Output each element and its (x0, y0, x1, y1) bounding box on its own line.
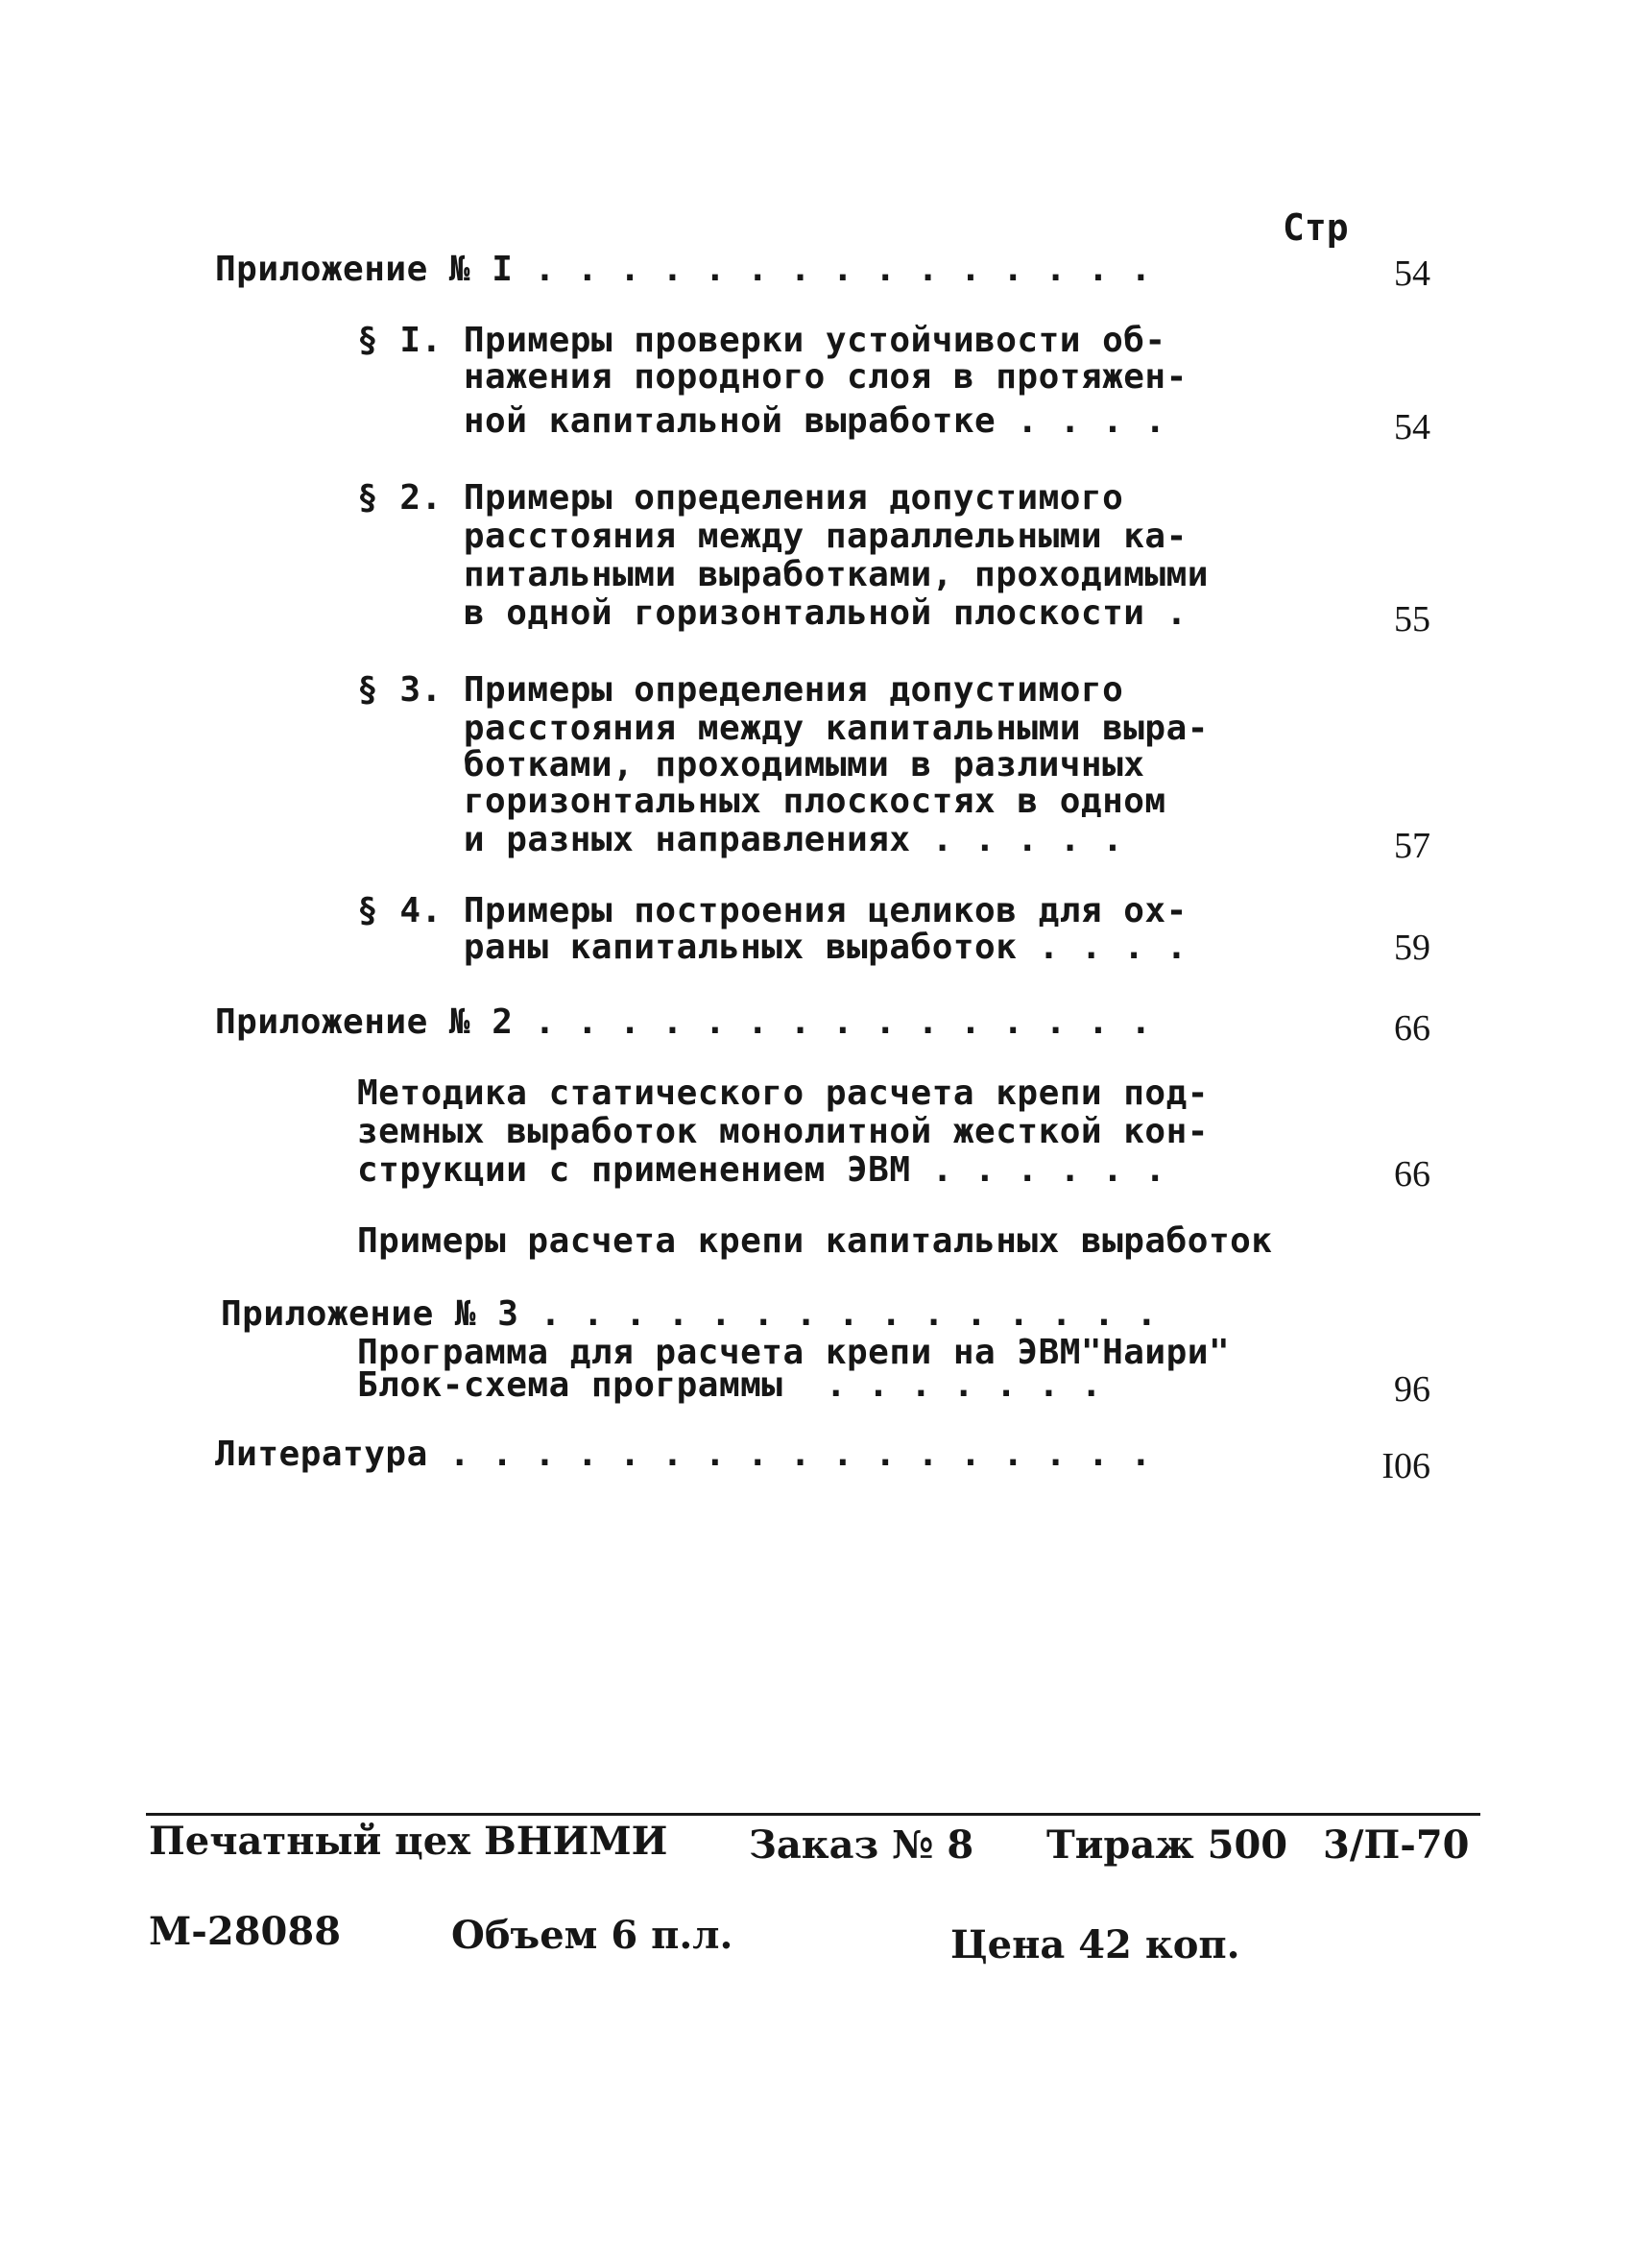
imprint-price: Цена 42 коп. (950, 1922, 1240, 1967)
toc-appendix-3-line-2: Блок-схема программы . . . . . . . (357, 1365, 1103, 1405)
toc-section-3-line-5: и разных направлениях . . . . . (357, 820, 1124, 859)
toc-appendix-3-page: 96 (1394, 1369, 1430, 1410)
toc-method-line-2: земных выработок монолитной жесткой кон- (357, 1112, 1209, 1151)
toc-section-1-page: 54 (1394, 407, 1430, 447)
imprint-code: 3/П-70 (1323, 1822, 1470, 1868)
toc-method-line-1: Методика статического расчета крепи под- (357, 1074, 1209, 1113)
toc-section-2-line-2: расстояния между параллельными ка- (357, 517, 1188, 556)
toc-appendix-3-line-1: Программа для расчета крепи на ЭВМ"Наири" (357, 1333, 1231, 1372)
toc-section-2-line-3: питальными выработками, проходимыми (357, 555, 1209, 594)
toc-appendix-1-page: 54 (1394, 253, 1430, 294)
toc-appendix-3: Приложение № 3 . . . . . . . . . . . . . . . (221, 1294, 1158, 1334)
toc-section-4-line-1: § 4. Примеры построения целиков для ох- (357, 891, 1188, 930)
toc-section-3-line-2: расстояния между капитальными выра- (357, 709, 1209, 748)
toc-section-1-line-2: нажения породного слоя в протяжен- (357, 357, 1188, 397)
toc-literature: Литература . . . . . . . . . . . . . . . . . (215, 1435, 1152, 1474)
toc-method-line-3: струкции с применением ЭВМ . . . . . . (357, 1150, 1166, 1190)
toc-section-1-line-1: § I. Примеры проверки устойчивости об- (357, 321, 1166, 360)
toc-section-3-line-3: ботками, проходимыми в различных (357, 745, 1145, 784)
toc-section-2-page: 55 (1394, 599, 1430, 639)
toc-appendix-2-page: 66 (1394, 1008, 1430, 1049)
toc-section-2-line-1: § 2. Примеры определения допустимого (357, 478, 1124, 518)
imprint-order: Заказ № 8 (749, 1822, 974, 1868)
imprint-id: М-28088 (149, 1909, 342, 1954)
toc-section-2-line-4: в одной горизонтальной плоскости . (357, 593, 1188, 633)
toc-section-3-line-4: горизонтальных плоскостях в одном (357, 782, 1166, 821)
toc-section-3-page: 57 (1394, 826, 1430, 866)
toc-literature-page: I06 (1381, 1446, 1430, 1486)
toc-section-1-line-3: ной капитальной выработке . . . . (357, 401, 1166, 441)
toc-appendix-2: Приложение № 2 . . . . . . . . . . . . . . . (215, 1002, 1152, 1042)
toc-section-3-line-1: § 3. Примеры определения допустимого (357, 670, 1124, 710)
page-column-header: Стр (1283, 206, 1349, 249)
toc-appendix-1: Приложение № I . . . . . . . . . . . . . . . (215, 250, 1152, 289)
toc-section-4-line-2: раны капитальных выработок . . . . (357, 928, 1188, 967)
toc-section-4-page: 59 (1394, 928, 1430, 968)
imprint-volume: Объем 6 п.л. (451, 1913, 733, 1958)
imprint-shop: Печатный цех ВНИМИ (149, 1819, 668, 1864)
imprint-run: Тираж 500 (1046, 1822, 1288, 1868)
imprint-divider (146, 1813, 1480, 1816)
toc-examples: Примеры расчета крепи капитальных выработок (357, 1221, 1273, 1261)
toc-method-page: 66 (1394, 1154, 1430, 1194)
